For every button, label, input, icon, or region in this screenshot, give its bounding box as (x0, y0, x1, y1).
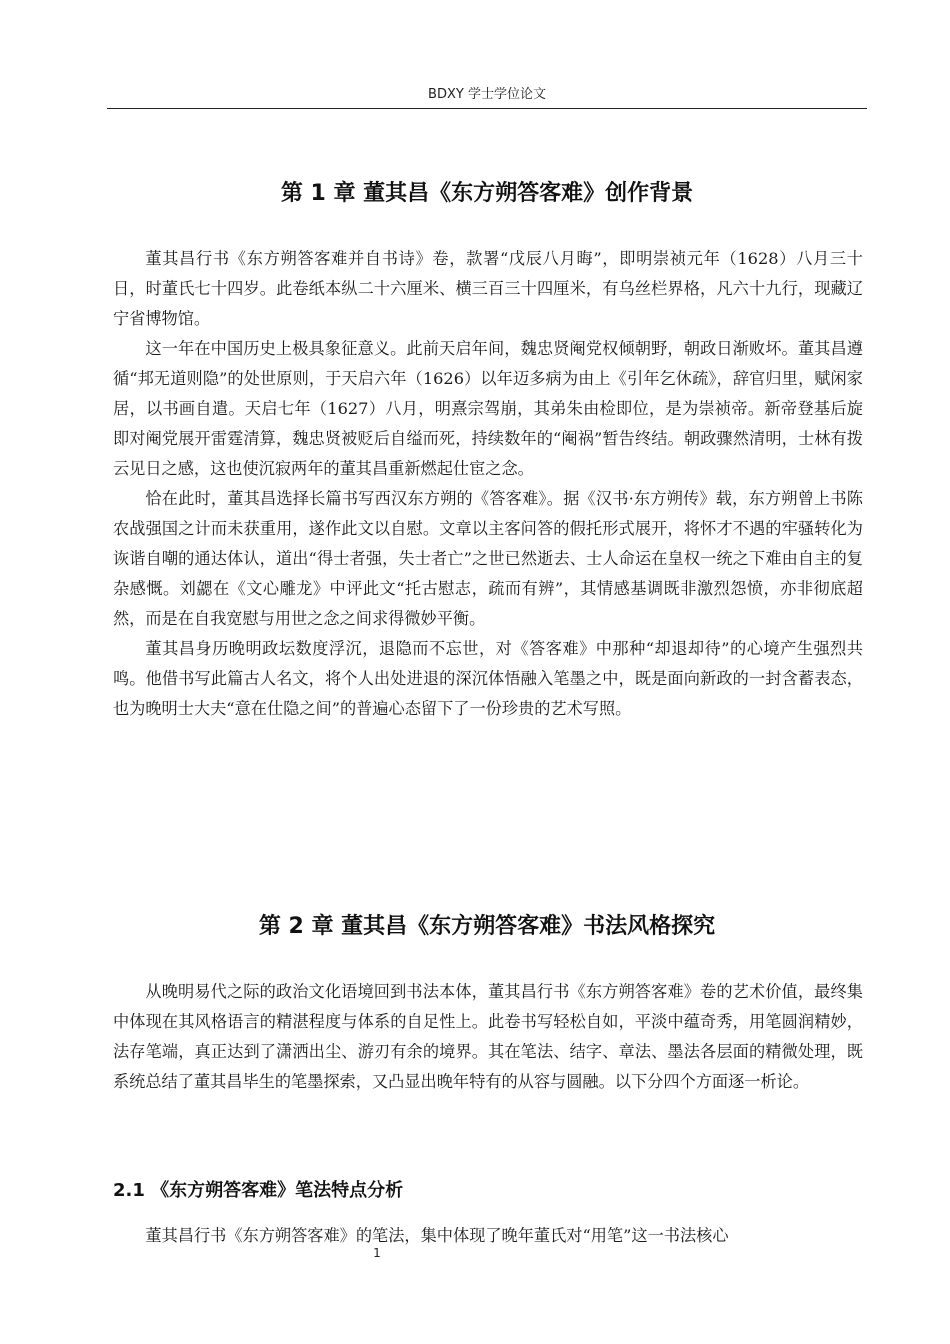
body-paragraph: 恰在此时，董其昌选择长篇书写西汉东方朔的《答客难》。据《汉书·东方朔传》载，东方朔曾上书陈农战强国之计而未获重用，遂作此文以自慰。文章以主客问答的假托形式展开，将怀才不遇的牢骚转化为诙谐自嘲的通达体认，道出“得士者强，失士者亡”之世已然逝去、士人命运在皇权一统之下难由自主的复杂感慨。刘勰在《文心雕龙》中评此文“托古慰志，疏而有辨”，其情感基调既非激烈怨愤，亦非彻底超然，而是在自我宽慰与用世之念之间求得微妙平衡。 (113, 489, 863, 628)
page-number: 1 (373, 1246, 381, 1260)
chapter-1-title: 第 1 章 董其昌《东方朔答客难》创作背景 (280, 181, 694, 206)
body-paragraph: 董其昌行书《东方朔答客难》的笔法，集中体现了晚年董氏对“用笔”这一书法核心 (145, 1226, 729, 1245)
body-paragraph: 这一年在中国历史上极具象征意义。此前天启年间，魏忠贤阉党权倾朝野，朝政日渐败坏。董其昌遵循“邦无道则隐”的处世原则，于天启六年（1626）以年迈多病为由上《引年乞休疏》，辞官归里，赋闲家居，以书画自遣。天启七年（1627）八月，明熹宗驾崩，其弟朱由检即位，是为崇祯帝。新帝登基后旋即对阉党展开雷霆清算，魏忠贤被贬后自缢而死，持续数年的“阉祸”暂告终结。朝政骤然清明，士林有拨云见日之感，这也使沉寂两年的董其昌重新燃起仕宦之念。 (113, 339, 863, 478)
body-paragraph: 董其昌身历晚明政坛数度浮沉，退隐而不忘世，对《答客难》中那种“却退却待”的心境产生强烈共鸣。他借书写此篇古人名文，将个人出处进退的深沉体悟融入笔墨之中，既是面向新政的一封含蓄表态，也为晚明士大夫“意在仕隐之间”的普遍心态留下了一份珍贵的艺术写照。 (113, 639, 863, 718)
chapter-1-body (113, 244, 863, 724)
chapter-2-title: 第 2 章 董其昌《东方朔答客难》书法风格探究 (258, 914, 716, 939)
section-2-1-title: 2.1 《东方朔答客难》笔法特点分析 (113, 1180, 404, 1201)
chapter-2-body (113, 977, 863, 1097)
body-paragraph: 从晚明易代之际的政治文化语境回到书法本体，董其昌行书《东方朔答客难》卷的艺术价值，最终集中体现在其风格语言的精湛程度与体系的自足性上。此卷书写轻松自如，平淡中蕴奇秀，用笔圆润精妙，法存笔端，真正达到了潇洒出尘、游刃有余的境界。其在笔法、结字、章法、墨法各层面的精微处理，既系统总结了董其昌毕生的笔墨探索，又凸显出晚年特有的从容与圆融。以下分四个方面逐一析论。 (113, 982, 863, 1091)
body-paragraph: 董其昌行书《东方朔答客难并自书诗》卷，款署“戊辰八月晦”，即明崇祯元年（1628）八月三十日，时董氏七十四岁。此卷纸本纵二十六厘米、横三百三十四厘米，有乌丝栏界格，凡六十九行，现藏辽宁省博物馆。 (113, 249, 863, 328)
running-header: BDXY 学士学位论文 (428, 87, 546, 102)
header-rule (107, 108, 867, 109)
